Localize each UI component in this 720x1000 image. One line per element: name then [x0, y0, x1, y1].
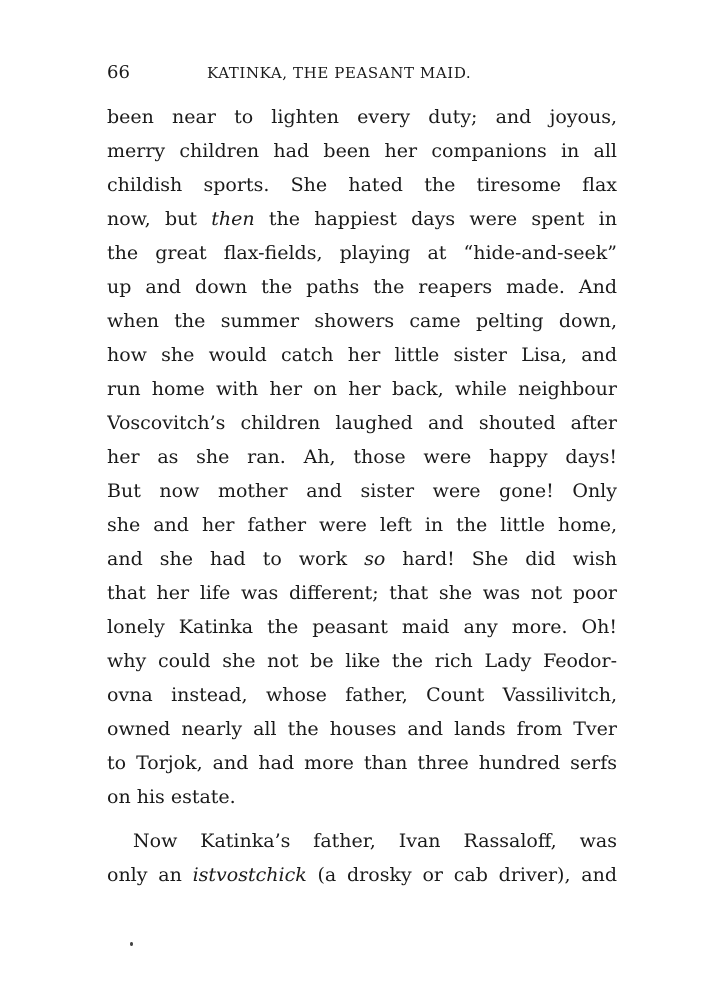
- text-line: But now mother and sister were gone! Only: [107, 480, 617, 502]
- text-line: her as she ran. Ah, those were happy days!: [107, 446, 617, 468]
- text-line: childish sports. She hated the tiresome flax: [107, 174, 617, 196]
- paragraph-2: [107, 824, 617, 892]
- text-line: now, but then the happiest days were spent in: [107, 208, 617, 230]
- text-line: why could she not be like the rich Lady Feodor-: [107, 650, 617, 672]
- text-line: that her life was different; that she was not poor: [107, 582, 617, 604]
- text-line: been near to lighten every duty; and joyous,: [107, 106, 617, 128]
- running-title: KATINKA, THE PEASANT MAID.: [207, 64, 472, 82]
- text-line: Now Katinka’s father, Ivan Rassaloff, was: [133, 830, 617, 852]
- page-number: 66: [107, 62, 130, 83]
- text-line: the great flax-fields, playing at “hide-and-seek”: [107, 242, 617, 264]
- text-line: how she would catch her little sister Lisa, and: [107, 344, 617, 366]
- text-line: on his estate.: [107, 786, 236, 808]
- italic-word: istvostchick: [192, 864, 307, 886]
- text-line: run home with her on her back, while neighbour: [107, 378, 617, 400]
- text-line: to Torjok, and had more than three hundred serfs: [107, 752, 617, 774]
- body-text: [107, 100, 617, 892]
- text-line: she and her father were left in the little home,: [107, 514, 617, 536]
- paragraph-gap: [107, 814, 617, 824]
- text-line: up and down the paths the reapers made. And: [107, 276, 617, 298]
- ink-speck: [130, 942, 133, 946]
- text-line: when the summer showers came pelting down,: [107, 310, 617, 332]
- text-line: and she had to work so hard! She did wish: [107, 548, 617, 570]
- text-line: Voscovitch’s children laughed and shouted after: [107, 412, 617, 434]
- italic-word: so: [364, 548, 386, 570]
- text-line: only an istvostchick (a drosky or cab driver), and: [107, 864, 617, 886]
- text-line: merry children had been her companions in all: [107, 140, 617, 162]
- running-head: [107, 62, 617, 88]
- paragraph-1: [107, 100, 617, 814]
- italic-word: then: [211, 208, 255, 230]
- text-line: owned nearly all the houses and lands from Tver: [107, 718, 617, 740]
- text-line: lonely Katinka the peasant maid any more. Oh!: [107, 616, 617, 638]
- text-line: ovna instead, whose father, Count Vassilivitch,: [107, 684, 617, 706]
